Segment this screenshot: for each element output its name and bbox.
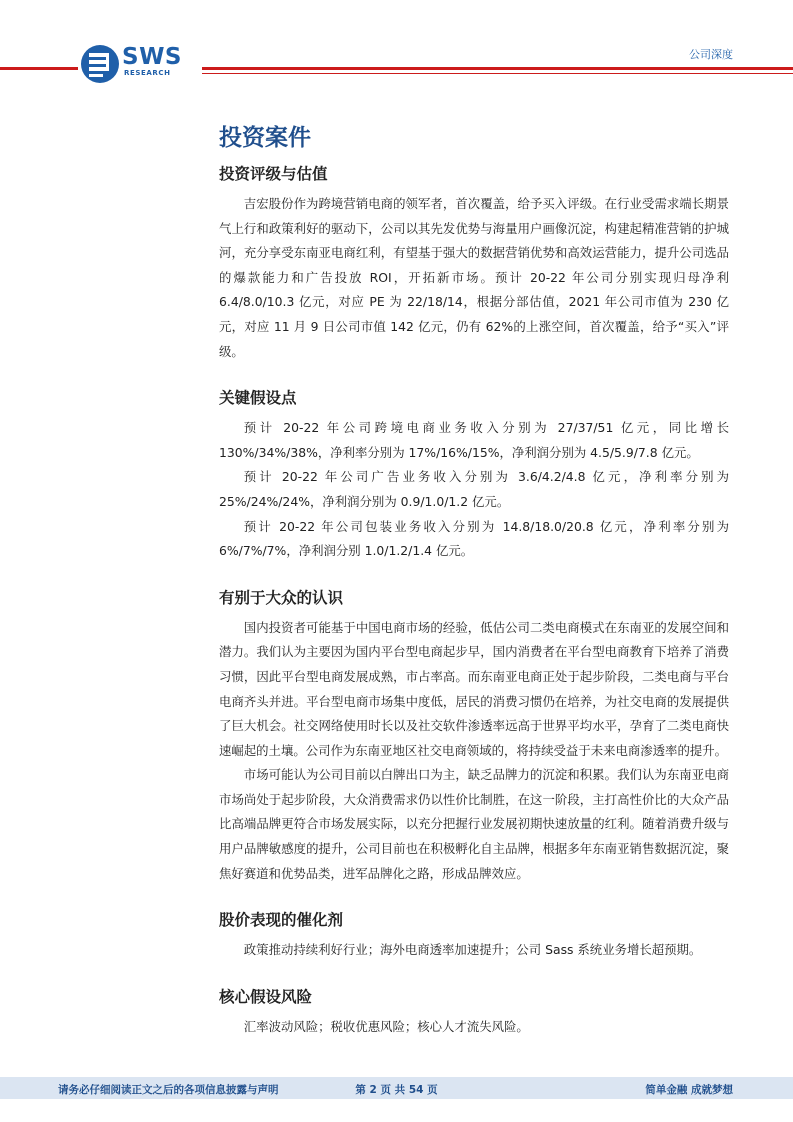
main-content [219,118,729,1039]
section-heading: 核心假设风险 [219,987,313,1006]
header-rule-right [202,67,793,70]
paragraph: 市场可能认为公司目前以白牌出口为主，缺乏品牌力的沉淀和积累。我们认为东南亚电商市场尚处于起步阶段，大众消费需求仍以性价比制胜，在这一阶段，主打高性价比的大众产品比高端品牌更符合市场发展实际，以充分把握行业发展初期快速放量的红利。随着消费升级与用户品牌敏感度的提升，公司目前也在积极孵化自主品牌，根据多年东南亚销售数据沉淀，聚焦好赛道和优势品类，进军品牌化之路，形成品牌效应。 [219,767,729,881]
section-differentiated-view [219,584,729,887]
section-risks [219,983,729,1040]
page-number: 第 2 页 共 54 页 [355,1084,438,1096]
section-catalysts [219,906,729,963]
paragraph: 预计 20-22 年公司包装业务收入分别为 14.8/18.0/20.8 亿元，净利率分别为6%/7%/7%，净利润分别 1.0/1.2/1.4 亿元。 [219,518,729,559]
logo-subtext: RESEARCH [124,69,171,77]
paragraph: 汇率波动风险；税收优惠风险；核心人才流失风险。 [243,1018,529,1034]
paragraph: 政策推动持续利好行业；海外电商透率加速提升；公司 Sass 系统业务增长超预期。 [243,942,702,958]
header-rule-left [0,67,78,70]
section-heading: 关键假设点 [219,389,297,408]
section-heading: 有别于大众的认识 [219,588,344,607]
section-heading: 股价表现的催化剂 [219,911,344,930]
section-heading: 投资评级与估值 [219,165,328,183]
sws-logo [80,44,200,84]
report-type-tag: 公司深度 [689,48,733,61]
paragraph: 预计 20-22 年公司广告业务收入分别为 3.6/4.2/4.8 亿元，净利率分别为25%/24%/24%，净利润分别为 0.9/1.0/1.2 亿元。 [219,469,729,509]
page-title: 投资案件 [219,125,311,151]
footer-slogan: 简单金融 成就梦想 [645,1084,733,1096]
footer-disclaimer: 请务必仔细阅读正文之后的各项信息披露与声明 [58,1084,279,1096]
page-header [0,0,793,90]
header-rule-thin [202,73,793,74]
paragraph: 国内投资者可能基于中国电商市场的经验，低估公司二类电商模式在东南亚的发展空间和潜力。我们认为主要因为国内平台型电商起步早，国内消费者在平台型电商教育下培养了消费习惯，因此平台型电商发展成熟，市占率高。而东南亚电商正处于起步阶段，二类电商与平台电商齐头并进。平台型电商市场集中度低，居民的消费习惯仍在培养，为社交电商的发展提供了巨大机会。社交网络使用时长以及社交软件渗透率远高于世界平均水平，孕育了二类电商快速崛起的土壤。公司作为东南亚地区社交电商领域的，将持续受益于未来电商渗透率的提升。 [219,619,729,758]
sws-logo-icon [80,44,120,84]
section-rating [219,160,729,364]
logo-text: SWS [122,44,182,70]
section-key-assumptions [219,384,729,564]
paragraph: 吉宏股份作为跨境营销电商的领军者，首次覆盖，给予买入评级。在行业受需求端长期景气上行和政策利好的驱动下，公司以其先发优势与海量用户画像沉淀，构建起精准营销的护城河，充分享受东南亚电商红利，有望基于强大的数据营销优势和高效运营能力，提升公司选品的爆款能力和广告投放 ROI，开拓新市场。预计 20-22 年公司分别实现归母净利 6.4/8.0/10.3 亿元，对应 PE 为 22/18/14，根据分部估值，2021 年公司市值为 230 亿元，对应 11 月 9 日公司市值 142 亿元，仍有 62%的上涨空间，首次覆盖，给予“买入”评级。 [219,196,729,359]
paragraph: 预计 20-22 年公司跨境电商业务收入分别为 27/37/51 亿元，同比增长130%/34%/38%，净利率分别为 17%/16%/15%，净利润分别为 4.5/5.9/7.8 亿元。 [219,420,729,460]
